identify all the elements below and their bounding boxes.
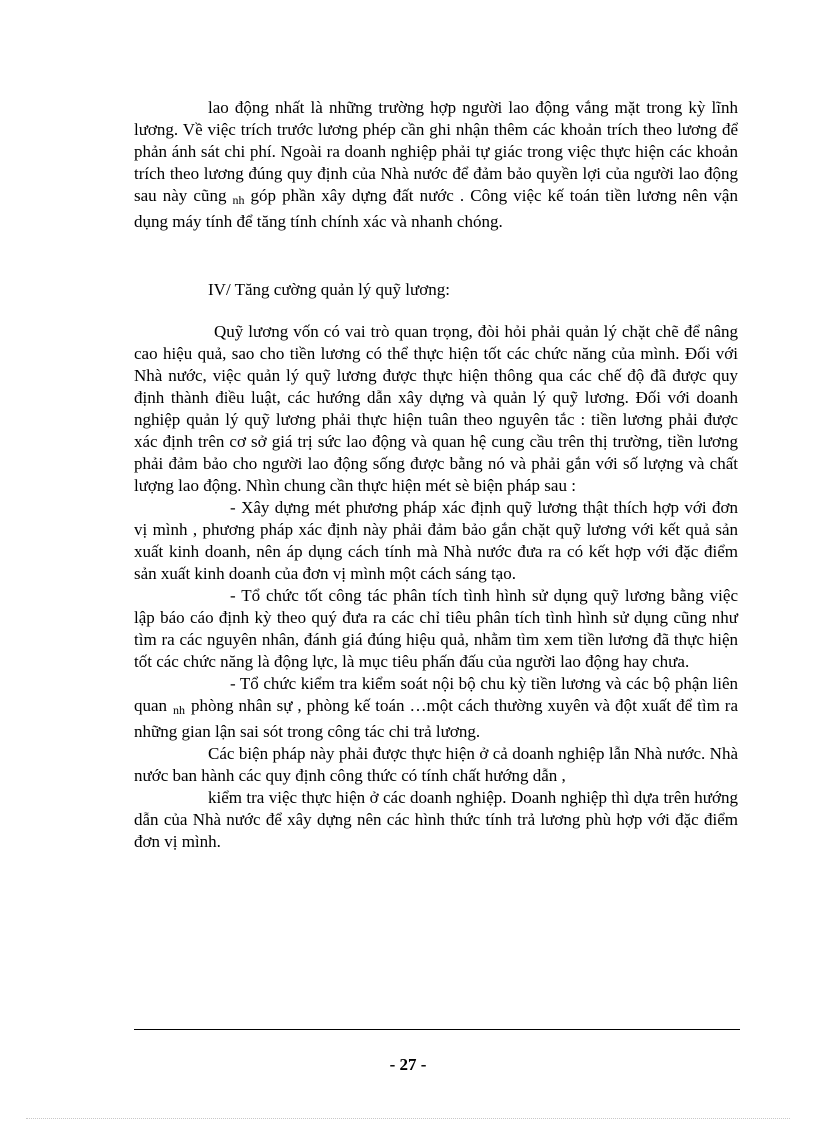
paragraph-intro-fragment: nh (232, 193, 245, 207)
paragraph-kiem-tra: kiểm tra việc thực hiện ở các doanh nghiệp. Doanh nghiệp thì dựa trên hướng dẫn của Nhà nước để xây dựng nên các hình thức tính trả lương phù hợp với đặc điểm đơn vị mình. (134, 788, 738, 851)
section-heading: IV/ Tăng cường quản lý quỹ lương: (208, 280, 450, 299)
bullet-item-3-fragment: nh (173, 703, 186, 717)
footer-rule (134, 1029, 740, 1030)
bullet-item-3-end-text: phòng nhân sự , phòng kế toán …một cách thường xuyên và đột xuất để tìm ra những gian lận sai sót trong công tác chi trả lương. (134, 696, 738, 741)
spacer (134, 233, 738, 279)
spacer (134, 301, 738, 321)
bullet-item-2: - Tổ chức tốt công tác phân tích tình hình sử dụng quỹ lương bằng việc lập báo cáo định kỳ theo quý đưa ra các chỉ tiêu phân tích tình hình sử dụng cũng như tìm ra các nguyên nhân, đánh giá đúng hiệu quả, nhằm tìm xem tiền lương đã thực hiện tốt các chức năng là động lực, là mục tiêu phấn đấu của người lao động hay chưa. (134, 586, 738, 671)
bullet-item-1: - Xây dựng mét phương pháp xác định quỹ lương thật thích hợp với đơn vị mình , phương pháp xác định này phải đảm bảo gắn chặt quỹ lương với kết quả sản xuất kinh doanh, nên áp dụng cách tính mà Nhà nước đưa ra có kết hợp với đặc điểm sản xuất kinh doanh của đơn vị mình một cách sáng tạo. (134, 498, 738, 583)
document-body (134, 97, 738, 853)
paragraph-intro (134, 97, 738, 233)
page-number: - 27 - (389, 1055, 427, 1074)
paragraph-bien-phap: Các biện pháp này phải được thực hiện ở cả doanh nghiệp lẫn Nhà nước. Nhà nước ban hành các quy định công thức có tính chất hướng dẫn , (134, 744, 738, 785)
paragraph-quy-luong: Quỹ lương vốn có vai trò quan trọng, đòi hỏi phải quản lý chặt chẽ để nâng cao hiệu quả, sao cho tiền lương có thể thực hiện tốt các chức năng của mình. Đối với Nhà nước, việc quản lý quỹ lương được thực hiện thông qua các chế độ đã được quy định thành điều luật, các hướng dẫn xây dựng và quản lý quỹ lương. Đối với doanh nghiệp quản lý quỹ lương phải thực hiện tuân theo nguyên tắc : tiền lương phải được xác định trên cơ sở giá trị sức lao động và quan hệ cung cầu trên thị trường, tiền lương phải đảm bảo cho người lao động sống được bằng nó và phải gắn với số lượng và chất lượng lao động. Nhìn chung cần thực hiện mét sè biện pháp sau : (134, 322, 738, 495)
page-bottom-border (26, 1118, 790, 1119)
bullet-item-3-text: - Tổ chức kiểm tra kiểm soát nội bộ chu kỳ tiền lương và các bộ phận liên quan (134, 674, 738, 715)
paragraph-intro-text: lao động nhất là những trường hợp người lao động vắng mặt trong kỳ lĩnh lương. Về việc trích trước lương phép cần ghi nhận thêm các khoản trích theo lương để phản ánh sát chi phí. Ngoài ra doanh nghiệp phải tự giác trong việc thực hiện các khoản trích theo lương đúng quy định của Nhà nước để đảm bảo quyền lợi của người lao động sau này cũng (134, 98, 738, 205)
bullet-item-3 (134, 673, 738, 743)
paragraph-intro-end-text: góp phần xây dựng đất nước . Công việc kế toán tiền lương nên vận dụng máy tính để tăng tính chính xác và nhanh chóng. (134, 186, 738, 231)
